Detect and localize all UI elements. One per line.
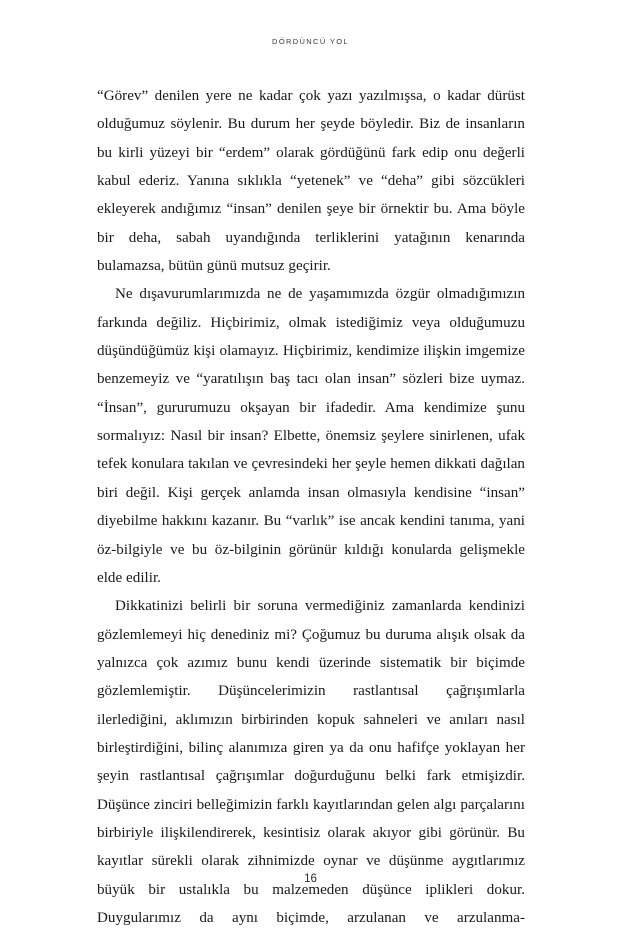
body-text-column: [97, 82, 525, 932]
running-header: DÖRDÜNCÜ YOL: [272, 37, 349, 46]
paragraph-3: Dikkatinizi belirli bir soruna vermediğiniz zamanlarda kendinizi gözlemlemeyi hiç denediniz mi? Çoğumuz bu duruma alışık olsak da yalnızca çok azımız bunu kendi üzerinde sistematik bir biçimde gözlemlemiştir. Düşüncelerimizin rastlantısal çağrışımlarla ilerlediğini, aklımızın birbirinden kopuk sahneleri ve anıları nasıl birleştirdiğini, bilinç alanımıza giren ya da onu hafifçe yoklayan her şeyin rastlantısal çağrışımlar doğurduğunu belki fark etmişizdir. Düşünce zinciri belleğimizin farklı kayıtlarından gelen algı parçalarını birbiriyle ilişkilendirerek, kesintisiz olarak akıyor gibi görünür. Bu kayıtlar sürekli olarak zihnimizde oynar ve düşünme aygıtlarımız büyük bir ustalıkla bu malzemeden düşünce iplikleri dokur. Duygularımız da aynı biçimde, arzulanan ve arzulanma-: [97, 598, 525, 926]
paragraph-1: “Görev” denilen yere ne kadar çok yazı yazılmışsa, o kadar dürüst olduğumuz söylenir. Bu durum her şeyde böyledir. Biz de insanların bu kirli yüzeyi bir “erdem” olarak gördüğünü fark edip onu değerli kabul ederiz. Yanına sıklıkla “yetenek” ve “deha” gibi sözcükleri ekleyerek andığımız “insan” denilen şeye bir örnektir bu. Ama böyle bir deha, sabah uyandığında terliklerini yatağının kenarında bulamazsa, bütün günü mutsuz geçirir.: [97, 88, 525, 275]
page-number: 16: [304, 873, 317, 885]
paragraph-2: Ne dışavurumlarımızda ne de yaşamımızda özgür olmadığımızın farkında değiliz. Hiçbirimiz, olmak istediğimiz veya olduğumuzu düşündüğümüz kişi olamayız. Hiçbirimiz, kendimize ilişkin imgemize benzemeyiz ve “yaratılışın baş tacı olan insan” sözleri bize uymaz. “İnsan”, gururumuzu okşayan bir ifadedir. Ama kendimize şunu sormalıyız: Nasıl bir insan? Elbette, önemsiz şeylere sinirlenen, ufak tefek konulara takılan ve çevresindeki her şeyle hemen dikkati dağılan biri değil. Kişi gerçek anlamda insan olmasıyla kendisine “insan” diyebilme hakkını kazanır. Bu “varlık” ise ancak kendini tanıma, yani öz-bilgiyle ve bu öz-bilginin görünür kıldığı konularda gelişmekle elde edilir.: [97, 286, 525, 586]
